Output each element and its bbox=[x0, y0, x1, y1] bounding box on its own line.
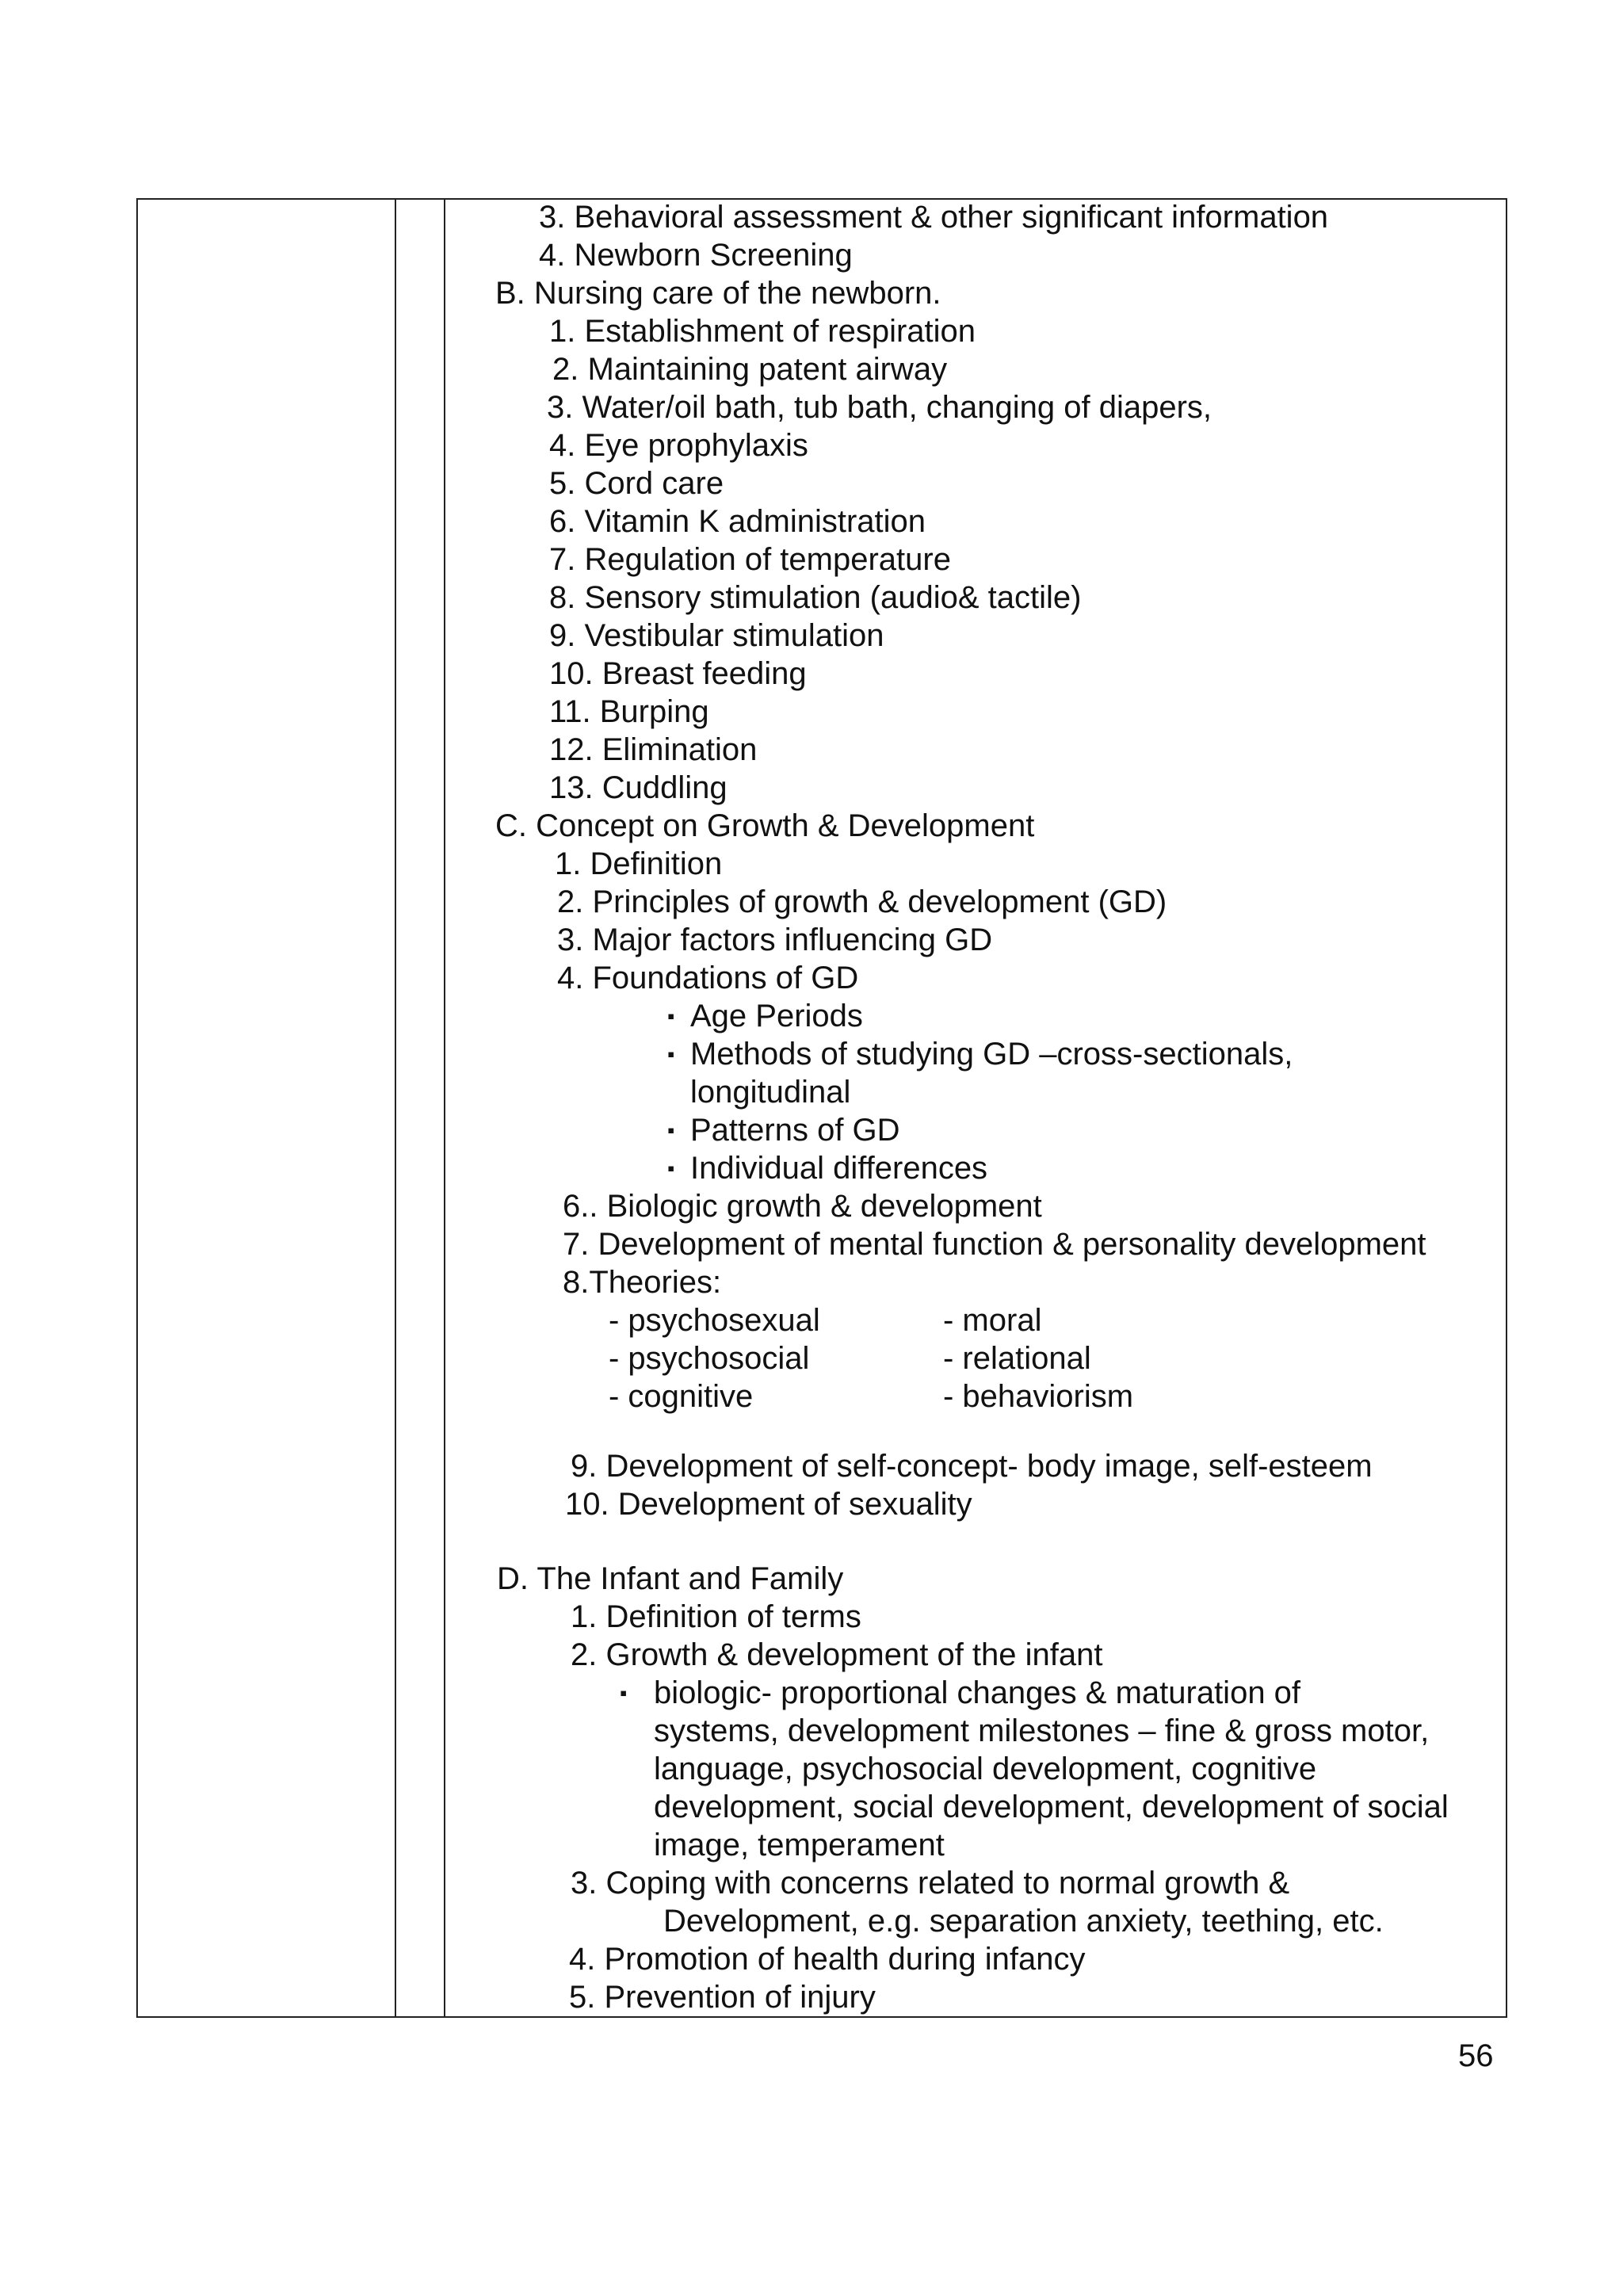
theory-item: - moral bbox=[943, 1303, 1042, 1338]
sub-list-item-continued: language, psychosocial development, cognitive bbox=[654, 1752, 1317, 1786]
column-divider bbox=[395, 200, 396, 2016]
list-item: 7. Development of mental function & personality development bbox=[563, 1227, 1426, 1262]
list-item: 9. Development of self-concept- body image, self-esteem bbox=[571, 1449, 1373, 1484]
theory-item: - relational bbox=[943, 1341, 1091, 1376]
sub-list-item: Individual differences bbox=[690, 1151, 988, 1186]
bullet-icon: ▪ bbox=[667, 1118, 675, 1142]
section-heading: C. Concept on Growth & Development bbox=[495, 808, 1035, 843]
list-item: 2. Maintaining patent airway bbox=[552, 352, 948, 387]
list-item: 5. Prevention of injury bbox=[569, 1980, 876, 2015]
list-item: 13. Cuddling bbox=[549, 770, 727, 805]
list-item: 8. Sensory stimulation (audio& tactile) bbox=[549, 580, 1082, 615]
list-item: 10. Breast feeding bbox=[549, 656, 807, 691]
list-item-continued: Development, e.g. separation anxiety, teething, etc. bbox=[663, 1904, 1384, 1939]
list-item: 1. Definition bbox=[555, 846, 723, 881]
column-divider bbox=[444, 200, 445, 2016]
list-item: 6. Vitamin K administration bbox=[549, 504, 926, 539]
theory-item: - psychosexual bbox=[609, 1303, 820, 1338]
list-item: 11. Burping bbox=[549, 694, 709, 729]
section-heading: D. The Infant and Family bbox=[497, 1561, 844, 1596]
list-item: 1. Definition of terms bbox=[571, 1599, 861, 1634]
list-item: 3. Water/oil bath, tub bath, changing of diapers, bbox=[547, 390, 1212, 425]
list-item: 2. Growth & development of the infant bbox=[571, 1637, 1103, 1672]
list-item: 3. Major factors influencing GD bbox=[557, 923, 993, 957]
list-item: 6.. Biologic growth & development bbox=[563, 1189, 1042, 1224]
list-item: 3. Coping with concerns related to normal growth & bbox=[571, 1866, 1290, 1901]
list-item: 5. Cord care bbox=[549, 466, 724, 501]
list-item: 4. Promotion of health during infancy bbox=[569, 1942, 1086, 1977]
sub-list-item-continued: development, social development, development of social bbox=[654, 1790, 1449, 1824]
bullet-icon: ▪ bbox=[667, 1004, 675, 1028]
bullet-icon: ▪ bbox=[667, 1042, 675, 1066]
list-item: 4. Newborn Screening bbox=[539, 238, 853, 273]
list-item: 3. Behavioral assessment & other significant information bbox=[539, 200, 1329, 235]
bullet-icon: ▪ bbox=[620, 1681, 628, 1705]
section-heading: B. Nursing care of the newborn. bbox=[495, 276, 941, 311]
sub-list-item-continued: image, temperament bbox=[654, 1828, 945, 1862]
list-item: 1. Establishment of respiration bbox=[549, 314, 976, 349]
list-item: 4. Eye prophylaxis bbox=[549, 428, 808, 463]
list-item: 9. Vestibular stimulation bbox=[549, 618, 884, 653]
sub-list-item-continued: longitudinal bbox=[690, 1075, 851, 1110]
page-number: 56 bbox=[1458, 2038, 1494, 2073]
list-item: 12. Elimination bbox=[549, 732, 758, 767]
theory-item: - psychosocial bbox=[609, 1341, 810, 1376]
list-item: 10. Development of sexuality bbox=[565, 1487, 972, 1522]
theory-item: - behaviorism bbox=[943, 1379, 1134, 1414]
theory-item: - cognitive bbox=[609, 1379, 754, 1414]
sub-list-item: Patterns of GD bbox=[690, 1113, 900, 1148]
bullet-icon: ▪ bbox=[667, 1156, 675, 1180]
sub-list-item: Methods of studying GD –cross-sectionals, bbox=[690, 1037, 1293, 1072]
list-item: 2. Principles of growth & development (GD) bbox=[557, 884, 1167, 919]
sub-list-item: Age Periods bbox=[690, 999, 863, 1033]
list-item: 8.Theories: bbox=[563, 1265, 722, 1300]
sub-list-item: biologic- proportional changes & maturation of bbox=[654, 1675, 1301, 1710]
sub-list-item-continued: systems, development milestones – fine & gross motor, bbox=[654, 1713, 1430, 1748]
list-item: 4. Foundations of GD bbox=[557, 961, 859, 995]
list-item: 7. Regulation of temperature bbox=[549, 542, 951, 577]
